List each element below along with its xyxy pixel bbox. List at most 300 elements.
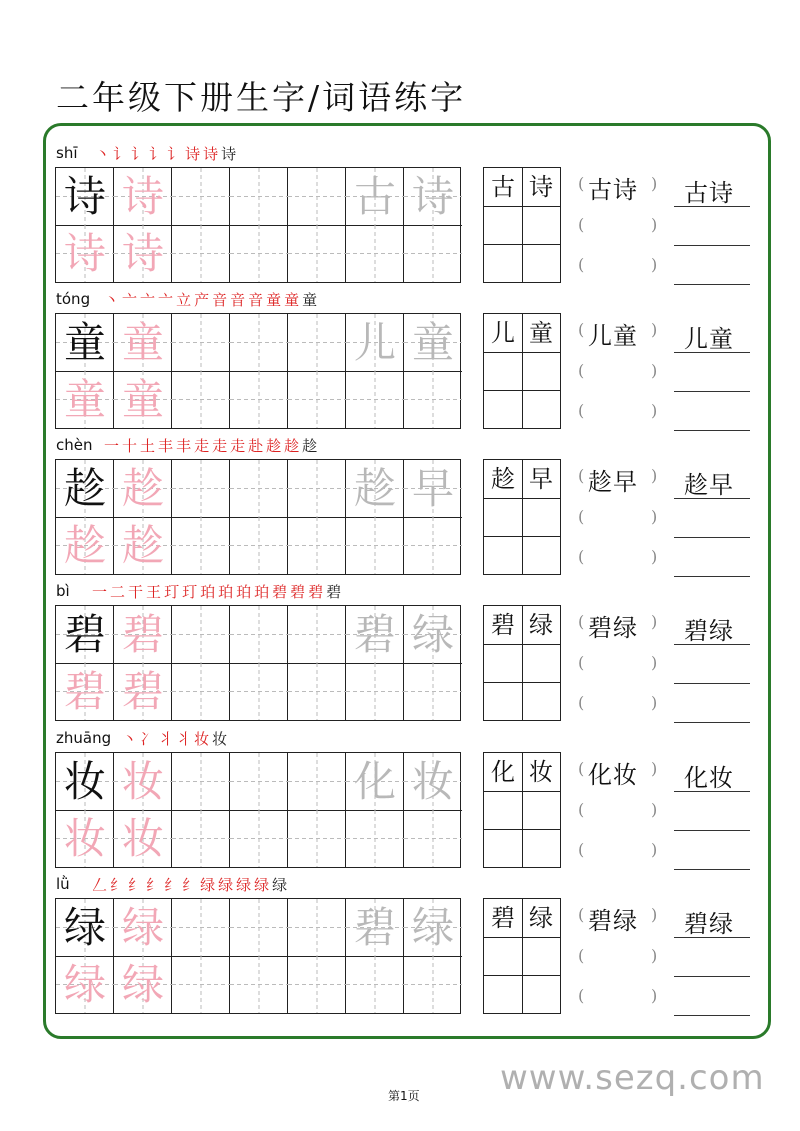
stroke-glyph: 𠃋 xyxy=(92,876,108,894)
write-line[interactable] xyxy=(674,430,750,431)
paren-right: ) xyxy=(651,401,658,420)
stroke-glyph: 妆 xyxy=(194,730,210,748)
practice-cell[interactable] xyxy=(288,371,346,429)
stroke-step xyxy=(326,582,341,602)
grid-character: 古 xyxy=(353,172,396,221)
underline-word: 化妆 xyxy=(684,764,734,792)
stroke-glyph: 趁 xyxy=(284,437,300,455)
stroke-step xyxy=(266,290,281,310)
stroke-step xyxy=(194,729,209,749)
stroke-step xyxy=(122,436,137,456)
practice-cell[interactable] xyxy=(56,314,114,372)
char-section xyxy=(0,144,800,290)
practice-cell[interactable] xyxy=(230,899,288,957)
stroke-glyph: 一 xyxy=(104,437,120,455)
grid-character: 妆 xyxy=(411,757,454,806)
stroke-step xyxy=(158,290,173,310)
write-line[interactable] xyxy=(674,245,750,246)
word-box xyxy=(483,898,561,1014)
word-box xyxy=(483,167,561,283)
grid-character: 童 xyxy=(121,318,164,367)
paren-right: ) xyxy=(651,946,658,965)
practice-cell[interactable] xyxy=(172,371,230,429)
practice-cell[interactable] xyxy=(404,606,462,664)
stroke-glyph: 讠 xyxy=(167,145,183,163)
practice-cell[interactable] xyxy=(230,753,288,811)
practice-cell[interactable] xyxy=(404,517,462,575)
word-box-char: 妆 xyxy=(529,758,553,786)
practice-cell[interactable] xyxy=(230,606,288,664)
practice-grid xyxy=(55,752,461,868)
practice-cell[interactable] xyxy=(288,956,346,1014)
practice-cell[interactable] xyxy=(288,810,346,868)
stroke-step xyxy=(158,729,173,749)
tian-grid-guides xyxy=(172,168,230,225)
write-line[interactable] xyxy=(674,976,750,977)
practice-cell[interactable] xyxy=(114,371,172,429)
stroke-step xyxy=(113,144,128,164)
tian-grid-guides xyxy=(230,460,288,517)
stroke-step xyxy=(248,436,263,456)
practice-cell[interactable] xyxy=(288,314,346,372)
grid-character: 绿 xyxy=(121,960,164,1009)
stroke-order xyxy=(104,290,317,310)
pinyin-label: lǜ xyxy=(56,875,70,893)
practice-cell[interactable] xyxy=(114,168,172,226)
stroke-step xyxy=(212,436,227,456)
practice-cell[interactable] xyxy=(230,460,288,518)
practice-cell[interactable] xyxy=(230,371,288,429)
practice-cell[interactable] xyxy=(346,956,404,1014)
stroke-step xyxy=(200,582,215,602)
practice-cell[interactable] xyxy=(114,314,172,372)
practice-cell[interactable] xyxy=(56,225,114,283)
underline-word: 趁早 xyxy=(684,471,734,499)
stroke-glyph: 音 xyxy=(212,291,228,309)
practice-cell[interactable] xyxy=(56,753,114,811)
stroke-glyph: 亠 xyxy=(122,291,138,309)
stroke-glyph: 纟 xyxy=(110,876,126,894)
practice-cell[interactable] xyxy=(114,753,172,811)
tian-grid-guides xyxy=(230,956,288,1013)
stroke-glyph: 玎 xyxy=(182,583,198,601)
stroke-step xyxy=(218,582,233,602)
stroke-glyph: 碧 xyxy=(290,583,306,601)
practice-cell[interactable] xyxy=(288,606,346,664)
practice-cell[interactable] xyxy=(346,168,404,226)
practice-cell[interactable] xyxy=(404,753,462,811)
practice-cell[interactable] xyxy=(114,460,172,518)
stroke-glyph: 绿 xyxy=(218,876,234,894)
pinyin-label: zhuāng xyxy=(56,729,112,747)
practice-cell[interactable] xyxy=(404,168,462,226)
practice-cell[interactable] xyxy=(114,517,172,575)
paren-left: ( xyxy=(578,466,585,485)
practice-cell[interactable] xyxy=(230,663,288,721)
stroke-glyph: 诗 xyxy=(203,145,219,163)
practice-cell[interactable] xyxy=(114,606,172,664)
grid-character: 碧 xyxy=(353,903,396,952)
grid-character: 童 xyxy=(63,375,106,424)
tian-grid-guides xyxy=(230,899,288,956)
char-section xyxy=(0,436,800,582)
grid-character: 妆 xyxy=(121,814,164,863)
tian-grid-guides xyxy=(172,314,230,371)
practice-cell[interactable] xyxy=(404,899,462,957)
tian-grid-guides xyxy=(288,899,346,956)
stroke-step xyxy=(92,582,107,602)
practice-cell[interactable] xyxy=(114,810,172,868)
practice-cell[interactable] xyxy=(230,225,288,283)
stroke-step xyxy=(146,875,161,895)
stroke-glyph: 珀 xyxy=(236,583,252,601)
stroke-step xyxy=(302,436,317,456)
tian-grid-guides xyxy=(288,371,346,428)
stroke-glyph: 赴 xyxy=(248,437,264,455)
tian-grid-guides xyxy=(288,810,346,867)
practice-cell[interactable] xyxy=(56,460,114,518)
paren-right: ) xyxy=(651,840,658,859)
practice-cell[interactable] xyxy=(346,663,404,721)
grid-character: 绿 xyxy=(63,903,106,952)
stroke-glyph: 讠 xyxy=(113,145,129,163)
stroke-glyph: 王 xyxy=(146,583,162,601)
char-section xyxy=(0,875,800,1021)
grid-character: 儿 xyxy=(353,318,396,367)
stroke-glyph: 一 xyxy=(92,583,108,601)
grid-character: 趁 xyxy=(121,521,164,570)
stroke-glyph: 音 xyxy=(230,291,246,309)
tian-grid-guides xyxy=(288,225,346,282)
stroke-step xyxy=(254,582,269,602)
practice-cell[interactable] xyxy=(288,225,346,283)
paren-left: ( xyxy=(578,401,585,420)
stroke-glyph: 丰 xyxy=(158,437,174,455)
paren-left: ( xyxy=(578,759,585,778)
tian-grid-guides xyxy=(230,371,288,428)
stroke-step xyxy=(236,875,251,895)
practice-cell[interactable] xyxy=(114,899,172,957)
underline-word: 碧绿 xyxy=(684,910,734,938)
stroke-glyph: 丶 xyxy=(95,145,111,163)
write-line[interactable] xyxy=(674,576,750,577)
stroke-step xyxy=(122,290,137,310)
tian-grid-guides xyxy=(230,810,288,867)
stroke-step xyxy=(128,875,143,895)
practice-cell[interactable] xyxy=(404,956,462,1014)
stroke-glyph: 绿 xyxy=(254,876,270,894)
stroke-step xyxy=(290,582,305,602)
pinyin-label: bì xyxy=(56,582,70,600)
practice-cell[interactable] xyxy=(288,168,346,226)
practice-cell[interactable] xyxy=(114,956,172,1014)
stroke-step xyxy=(131,144,146,164)
write-line[interactable] xyxy=(674,869,750,870)
grid-character: 诗 xyxy=(63,172,106,221)
paren-right: ) xyxy=(651,320,658,339)
paren-right: ) xyxy=(651,466,658,485)
word-box-char: 古 xyxy=(491,173,515,201)
stroke-order xyxy=(92,875,287,895)
paren-left: ( xyxy=(578,800,585,819)
paren-word: 古诗 xyxy=(588,176,638,204)
practice-cell[interactable] xyxy=(56,517,114,575)
paren-left: ( xyxy=(578,255,585,274)
practice-cell[interactable] xyxy=(404,663,462,721)
write-line[interactable] xyxy=(674,1015,750,1016)
stroke-glyph: 纟 xyxy=(146,876,162,894)
practice-cell[interactable] xyxy=(172,314,230,372)
underline-word: 古诗 xyxy=(684,179,734,207)
paren-right: ) xyxy=(651,800,658,819)
practice-cell[interactable] xyxy=(230,956,288,1014)
stroke-step xyxy=(200,875,215,895)
word-box-char: 碧 xyxy=(491,611,515,639)
stroke-glyph: 纟 xyxy=(164,876,180,894)
practice-cell[interactable] xyxy=(346,225,404,283)
tian-grid-guides xyxy=(288,956,346,1013)
tian-grid-guides xyxy=(404,663,462,720)
tian-grid-guides xyxy=(404,956,462,1013)
practice-cell[interactable] xyxy=(114,225,172,283)
practice-cell[interactable] xyxy=(346,314,404,372)
word-box-char: 趁 xyxy=(491,465,515,493)
paren-right: ) xyxy=(651,905,658,924)
word-box xyxy=(483,752,561,868)
stroke-step xyxy=(284,436,299,456)
word-box xyxy=(483,313,561,429)
practice-cell[interactable] xyxy=(172,899,230,957)
write-line[interactable] xyxy=(674,391,750,392)
stroke-glyph: 丰 xyxy=(176,437,192,455)
practice-cell[interactable] xyxy=(56,663,114,721)
tian-grid-guides xyxy=(230,663,288,720)
practice-cell[interactable] xyxy=(172,663,230,721)
tian-grid-guides xyxy=(404,371,462,428)
tian-grid-guides xyxy=(288,663,346,720)
grid-character: 碧 xyxy=(121,667,164,716)
practice-cell[interactable] xyxy=(230,168,288,226)
practice-cell[interactable] xyxy=(172,810,230,868)
practice-cell[interactable] xyxy=(346,899,404,957)
practice-cell[interactable] xyxy=(230,517,288,575)
stroke-step xyxy=(176,436,191,456)
char-section xyxy=(0,582,800,728)
practice-cell[interactable] xyxy=(346,460,404,518)
practice-cell[interactable] xyxy=(114,663,172,721)
practice-cell[interactable] xyxy=(56,810,114,868)
stroke-glyph: 童 xyxy=(302,291,318,309)
word-box-char: 早 xyxy=(529,465,553,493)
write-line[interactable] xyxy=(674,722,750,723)
paren-word: 碧绿 xyxy=(588,907,638,935)
stroke-glyph: 童 xyxy=(266,291,282,309)
pinyin-label: tóng xyxy=(56,290,91,308)
write-line[interactable] xyxy=(674,683,750,684)
practice-cell[interactable] xyxy=(230,314,288,372)
practice-cell[interactable] xyxy=(172,606,230,664)
stroke-glyph: 妆 xyxy=(212,730,228,748)
stroke-glyph: 立 xyxy=(176,291,192,309)
stroke-glyph: 讠 xyxy=(131,145,147,163)
stroke-step xyxy=(218,875,233,895)
practice-cell[interactable] xyxy=(172,956,230,1014)
tian-grid-guides xyxy=(172,663,230,720)
stroke-glyph: 诗 xyxy=(221,145,237,163)
tian-grid-guides xyxy=(172,899,230,956)
paren-right: ) xyxy=(651,547,658,566)
paren-word: 儿童 xyxy=(588,322,638,350)
practice-cell[interactable] xyxy=(346,517,404,575)
practice-cell[interactable] xyxy=(288,899,346,957)
stroke-glyph: 纟 xyxy=(128,876,144,894)
stroke-step xyxy=(104,290,119,310)
tian-grid-guides xyxy=(346,663,404,720)
stroke-step xyxy=(164,875,179,895)
practice-cell[interactable] xyxy=(288,753,346,811)
stroke-glyph: 丬 xyxy=(158,730,174,748)
tian-grid-guides xyxy=(230,314,288,371)
paren-right: ) xyxy=(651,986,658,1005)
stroke-step xyxy=(230,290,245,310)
tian-grid-guides xyxy=(288,606,346,663)
paren-word: 化妆 xyxy=(588,761,638,789)
grid-character: 诗 xyxy=(121,172,164,221)
tian-grid-guides xyxy=(172,810,230,867)
stroke-glyph: 丬 xyxy=(176,730,192,748)
grid-character: 妆 xyxy=(121,757,164,806)
stroke-step xyxy=(110,875,125,895)
grid-character: 妆 xyxy=(63,814,106,863)
stroke-step xyxy=(140,729,155,749)
grid-character: 趁 xyxy=(63,521,106,570)
practice-cell[interactable] xyxy=(56,899,114,957)
stroke-step xyxy=(212,290,227,310)
practice-cell[interactable] xyxy=(56,956,114,1014)
practice-grid xyxy=(55,167,461,283)
tian-grid-guides xyxy=(172,517,230,574)
practice-cell[interactable] xyxy=(404,460,462,518)
practice-cell[interactable] xyxy=(56,168,114,226)
stroke-step xyxy=(176,290,191,310)
paren-right: ) xyxy=(651,693,658,712)
stroke-step xyxy=(182,875,197,895)
stroke-step xyxy=(272,582,287,602)
tian-grid-guides xyxy=(230,168,288,225)
practice-cell[interactable] xyxy=(404,371,462,429)
practice-cell[interactable] xyxy=(346,810,404,868)
word-box xyxy=(483,605,561,721)
word-box-char: 碧 xyxy=(491,904,515,932)
paren-right: ) xyxy=(651,215,658,234)
stroke-step xyxy=(176,729,191,749)
grid-character: 早 xyxy=(411,464,454,513)
stroke-order xyxy=(104,436,317,456)
grid-character: 妆 xyxy=(63,757,106,806)
tian-grid-guides xyxy=(346,517,404,574)
stroke-step xyxy=(308,582,323,602)
stroke-glyph: 亠 xyxy=(158,291,174,309)
tian-grid-guides xyxy=(230,517,288,574)
paren-left: ( xyxy=(578,946,585,965)
word-box-char: 童 xyxy=(529,319,553,347)
word-box-char: 绿 xyxy=(529,611,553,639)
grid-character: 碧 xyxy=(121,610,164,659)
grid-character: 绿 xyxy=(411,903,454,952)
stroke-glyph: 二 xyxy=(110,583,126,601)
practice-cell[interactable] xyxy=(404,225,462,283)
practice-cell[interactable] xyxy=(230,810,288,868)
practice-cell[interactable] xyxy=(346,371,404,429)
write-line[interactable] xyxy=(674,284,750,285)
stroke-step xyxy=(236,582,251,602)
tian-grid-guides xyxy=(404,517,462,574)
stroke-step xyxy=(203,144,218,164)
grid-character: 绿 xyxy=(121,903,164,952)
practice-cell[interactable] xyxy=(346,606,404,664)
stroke-glyph: 碧 xyxy=(308,583,324,601)
word-box-char: 化 xyxy=(491,758,515,786)
practice-cell[interactable] xyxy=(288,517,346,575)
watermark: www.sezq.com xyxy=(500,1058,765,1098)
practice-cell[interactable] xyxy=(172,168,230,226)
practice-cell[interactable] xyxy=(172,460,230,518)
grid-character: 碧 xyxy=(63,667,106,716)
practice-cell[interactable] xyxy=(56,606,114,664)
write-line[interactable] xyxy=(674,830,750,831)
stroke-step xyxy=(302,290,317,310)
stroke-step xyxy=(212,729,227,749)
paren-right: ) xyxy=(651,174,658,193)
stroke-step xyxy=(146,582,161,602)
stroke-step xyxy=(254,875,269,895)
paren-right: ) xyxy=(651,361,658,380)
paren-left: ( xyxy=(578,986,585,1005)
underline-word: 儿童 xyxy=(684,325,734,353)
stroke-glyph: 产 xyxy=(194,291,210,309)
stroke-step xyxy=(266,436,281,456)
practice-cell[interactable] xyxy=(172,225,230,283)
paren-right: ) xyxy=(651,255,658,274)
practice-cell[interactable] xyxy=(172,517,230,575)
practice-cell[interactable] xyxy=(172,753,230,811)
stroke-glyph: 玎 xyxy=(164,583,180,601)
word-box-char: 诗 xyxy=(529,173,553,201)
stroke-step xyxy=(92,875,107,895)
stroke-glyph: 绿 xyxy=(200,876,216,894)
stroke-glyph: 珀 xyxy=(200,583,216,601)
stroke-step xyxy=(158,436,173,456)
grid-character: 绿 xyxy=(411,610,454,659)
practice-cell[interactable] xyxy=(288,460,346,518)
stroke-glyph: 丶 xyxy=(122,730,138,748)
char-section xyxy=(0,729,800,875)
stroke-step xyxy=(230,436,245,456)
stroke-glyph: 讠 xyxy=(149,145,165,163)
stroke-glyph: 趁 xyxy=(266,437,282,455)
char-section xyxy=(0,290,800,436)
box-divider xyxy=(522,791,523,867)
stroke-glyph: 音 xyxy=(248,291,264,309)
practice-cell[interactable] xyxy=(346,753,404,811)
practice-cell[interactable] xyxy=(288,663,346,721)
write-line[interactable] xyxy=(674,537,750,538)
practice-cell[interactable] xyxy=(404,810,462,868)
practice-cell[interactable] xyxy=(56,371,114,429)
practice-cell[interactable] xyxy=(404,314,462,372)
paren-right: ) xyxy=(651,612,658,631)
grid-character: 童 xyxy=(121,375,164,424)
